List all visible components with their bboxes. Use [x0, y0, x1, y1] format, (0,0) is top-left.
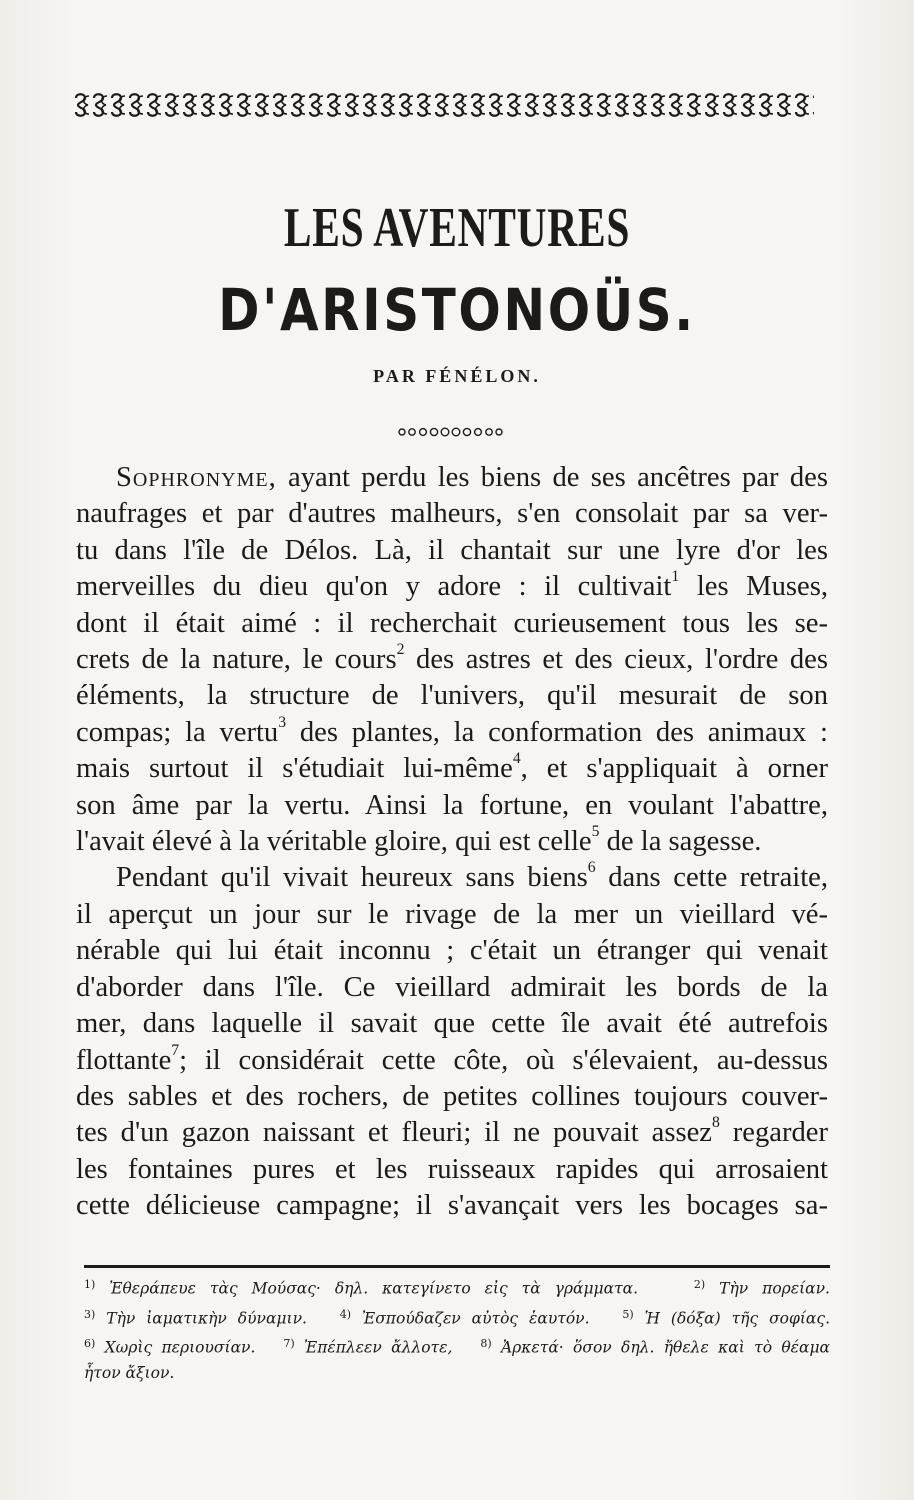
footnote-number: 5)	[622, 1307, 634, 1321]
author-byline: PAR FÉNÉLON.	[373, 366, 541, 386]
text-segment: ayant perdu les biens de ses ancêtres par des	[276, 462, 828, 493]
text-segment: ; il considérait cette côte, où s'élevaient, au-dessus	[179, 1044, 828, 1076]
paragraph-1	[76, 460, 828, 860]
text-line: des sables et des rochers, de petites collines toujours couver-	[76, 1080, 828, 1112]
text-line	[76, 751, 828, 787]
main-text	[76, 460, 828, 1225]
text-segment: dans cette retraite,	[595, 862, 828, 894]
footnote-text: Χωρὶς περιουσίαν.	[95, 1338, 256, 1357]
footnote-line	[84, 1272, 830, 1302]
footnote-text: Ἐπέπλεεν ἄλλοτε,	[294, 1338, 453, 1357]
footnote-ref: 8	[711, 1114, 720, 1132]
footnote-number: 8)	[480, 1337, 492, 1350]
paragraph-2	[76, 860, 828, 1224]
text-segment: flottante	[76, 1044, 172, 1076]
text-line	[76, 860, 828, 896]
text-line	[76, 569, 828, 605]
text-line	[76, 642, 828, 678]
text-line: naufrages et par d'autres malheurs, s'en consolait par sa ver-	[76, 498, 828, 530]
text-segment: des plantes, la conformation des animaux :	[286, 716, 828, 748]
footnote-line: ἧτον ἄξιον.	[84, 1363, 175, 1382]
title-line-2: D'ARISTONOÜS.	[218, 276, 696, 344]
ornament-pattern-icon	[74, 92, 814, 118]
footnote-text: Τὴν πορείαν.	[705, 1279, 830, 1298]
text-line: cette délicieuse campagne; il s'avançait vers les bocages sa-	[76, 1190, 828, 1222]
footnote-number: 7)	[283, 1337, 295, 1350]
footnote-text: Τὴν ἰαματικὴν δύναμιν.	[95, 1309, 307, 1327]
text-segment: Pendant qu'il vivait heureux sans biens	[116, 862, 588, 894]
footnote-ref: 3	[278, 713, 287, 731]
text-line: son âme par la vertu. Ainsi la fortune, en voulant l'abattre,	[76, 789, 828, 821]
footnote-text: Ἡ (δόξα) τῆς σοφίας.	[633, 1309, 831, 1327]
text-line: d'aborder dans l'île. Ce vieillard admirait les bords de la	[76, 971, 828, 1003]
text-segment: compas; la vertu	[76, 716, 279, 748]
text-segment: de la sagesse.	[599, 826, 762, 858]
text-line: dont il était aimé : il recherchait curieusement tous les se-	[76, 607, 828, 639]
footnote-number: 4)	[339, 1307, 352, 1321]
text-segment: des astres et des cieux, l'ordre des	[404, 644, 828, 676]
footnote-text: Ἀρκετά· ὅσον δηλ. ἤθελε καὶ τὸ θέαμα	[491, 1338, 831, 1357]
footnote-number: 3)	[84, 1307, 96, 1321]
text-line: tu dans l'île de Délos. Là, il chantait sur une lyre d'or les	[76, 534, 828, 566]
text-line: mer, dans laquelle il savait que cette île avait été autrefois	[76, 1008, 828, 1040]
footnote-line	[84, 1331, 830, 1361]
text-line	[76, 824, 828, 860]
text-line: il aperçut un jour sur le rivage de la mer un vieillard vé-	[76, 898, 828, 930]
text-line	[76, 460, 828, 496]
text-segment: crets de la nature, le cours	[76, 644, 397, 676]
footnotes	[84, 1272, 830, 1386]
text-segment: , et s'appliquait à orner	[520, 753, 828, 785]
text-segment: les Muses,	[679, 571, 828, 603]
divider-ornament-icon	[396, 424, 506, 438]
footnote-ref: 2	[396, 640, 405, 658]
title-line-1: LES AVENTURES	[283, 197, 631, 259]
footnote-text: Ἐσπούδαζεν αὐτὸς ἑαυτόν.	[351, 1309, 590, 1327]
text-segment: l'avait élevé à la véritable gloire, qui est celle	[76, 826, 592, 858]
text-line: éléments, la structure de l'univers, qu'il mesurait de son	[76, 680, 828, 712]
text-line: les fontaines pures et les ruisseaux rapides qui arrosaient	[76, 1153, 828, 1185]
footnote-number: 1)	[84, 1278, 96, 1291]
drop-name: Sophronyme,	[116, 462, 277, 493]
footnote-ref: 4	[512, 750, 521, 768]
footnote-ref: 1	[671, 568, 680, 586]
text-line	[76, 1043, 828, 1079]
footnote-text: Ἐθεράπευε τὰς Μούσας· δηλ. κατεγίνετο εἰς τὰ γράμματα.	[95, 1279, 639, 1298]
footnote-ref: 5	[591, 822, 600, 840]
footnote-number: 2)	[693, 1278, 706, 1291]
footnote-ref: 6	[587, 859, 596, 877]
text-line	[76, 1115, 828, 1151]
text-line	[76, 715, 828, 751]
text-segment: regarder	[719, 1117, 828, 1149]
footnote-number: 6)	[84, 1337, 96, 1350]
text-line: nérable qui lui était inconnu ; c'était un étranger qui venait	[76, 935, 828, 967]
text-segment: merveilles du dieu qu'on y adore : il cultivait	[76, 571, 672, 603]
footnote-divider	[84, 1265, 830, 1268]
footnote-line	[84, 1302, 830, 1332]
text-segment: mais surtout il s'étudiait lui-même	[76, 753, 513, 785]
text-segment: tes d'un gazon naissant et fleuri; il ne pouvait assez	[76, 1117, 712, 1149]
header-ornament-band	[74, 92, 814, 118]
footnote-ref: 7	[171, 1041, 180, 1059]
